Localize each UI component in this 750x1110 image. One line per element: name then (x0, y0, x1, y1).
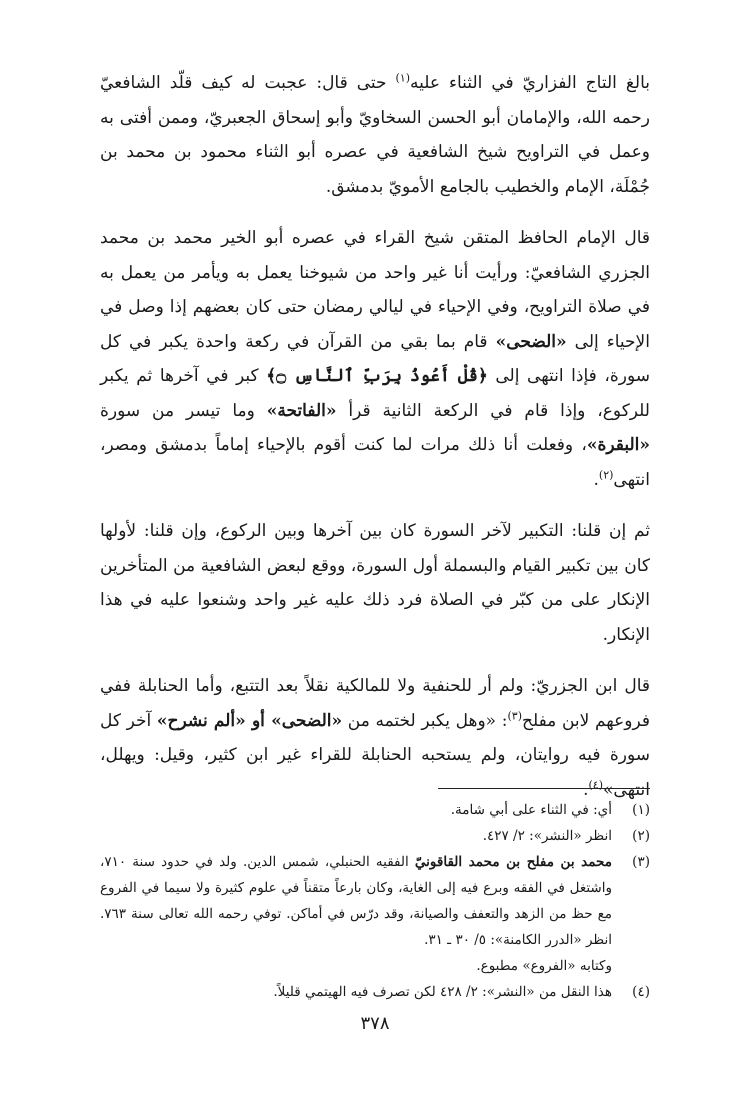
footnote-3-continued (100, 953, 650, 979)
footnote-number: (١) (632, 802, 650, 818)
paragraph-4 (100, 669, 650, 807)
footnote-ref-1: (١) (395, 71, 411, 85)
footnote-3-body: الفقيه الحنبلي، شمس الدين. ولد في حدود سنة ٧١٠، واشتغل في الفقه وبرع فيه إلى الغاية، وكان بارعاً متقناً في علوم كثيرة ولا سيما في الفروع مع حظ من الزهد والتعفف والصيانة، وقد درّس في أماكن. توفي رحمه الله تعالى سنة ٧٦٣. انظر «الدرر الكامنة»: ٥/ ٣٠ ـ ٣١. (100, 854, 612, 948)
footnotes (100, 797, 650, 1005)
page-number: ٣٧٨ (360, 1013, 390, 1034)
footnote-text: هذا النقل من «النشر»: ٢/ ٤٢٨ لكن تصرف فيه الهيتمي قليلاً. (273, 984, 612, 1000)
main-text (100, 66, 650, 807)
paragraph-2-text-c: كبر في آخرها ثم يكبر للركوع، وإذا قام في الركعة الثانية قرأ (100, 366, 650, 421)
quran-verse: ﴿قُلْ أَعُوذُ بِرَبِّ ٱلنَّاسِ ۝﴾ (266, 366, 488, 386)
paragraph-2-end: . (593, 469, 599, 490)
footnote-text: انظر «النشر»: ٢/ ٤٢٧. (482, 828, 612, 844)
footnote-3 (100, 849, 650, 953)
paragraph-4-text-c: آخر كل سورة فيه روايتان، ولم يستحبه الحنابلة للقراء غير ابن كثير، وقيل: ويهلل، انتهى» (100, 710, 650, 800)
paragraph-2-text-b: قام بما بقي من القرآن في ركعة واحدة يكبر في كل سورة، فإذا انتهى إلى (100, 331, 650, 386)
footnote-number: (٣) (632, 854, 650, 870)
paragraph-3: ثم إن قلنا: التكبير لآخر السورة كان بين آخرها وبين الركوع، وإن قلنا: لأولها كان بين تكبير القيام والبسملة أول السورة، ووقع لبعض الشافعية من المتأخرين الإنكار على من كبّر في الصلاة فرد ذلك عليه غير واحد وشنعوا عليه في هذا الإنكار. (100, 521, 650, 645)
paragraph-1-text-b: حتى قال: عجبت له كيف قلّد الشافعيّ رحمه الله، والإمامان أبو الحسن السخاويّ وأبو إسحاق الجعبريّ، وممن أفتى به وعمل في التراويح شيخ الشافعية في عصره أبو الثناء محمود بن محمد بن جُمْلَة، الإمام والخطيب بالجامع الأمويّ بدمشق. (100, 73, 650, 197)
paragraph-1-text-a: بالغ التاج الفزاريّ في الثناء عليه (410, 73, 650, 93)
paragraph-2-text-d: وما تيسر من سورة (100, 400, 267, 421)
paragraph-4-text-b: : «وهل يكبر لختمه من (342, 710, 508, 731)
surah-duha-label: «الضحى» (495, 331, 567, 352)
surah-sharh-label: «ألم نشرح» (156, 710, 246, 731)
surah-baqara-label: «البقرة» (586, 435, 650, 455)
paragraph-4-text-a: قال ابن الجزريّ: ولم أر للحنفية ولا للمالكية نقلاً بعد التتبع، وأما الحنابلة ففي فروعهم لابن مفلح (100, 676, 650, 731)
footnote-number: (٤) (632, 984, 650, 1000)
conjunction-or: أو (245, 710, 272, 731)
footnote-4 (100, 979, 650, 1005)
footnote-separator (438, 788, 650, 789)
footnote-2 (100, 823, 650, 849)
footnote-ref-4: (٤) (588, 777, 603, 791)
footnote-text: وكتابه «الفروع» مطبوع. (476, 958, 612, 974)
footnote-text (100, 849, 612, 953)
paragraph-2-text-a: قال الإمام الحافظ المتقن شيخ القراء في عصره أبو الخير محمد بن محمد الجزري الشافعيّ: ورأيت أنا غير واحد من شيوخنا يعمل به ويأمر من يعمل به في صلاة التراويح، وفي الإحياء في ليالي رمضان حتى كان بعضهم إذا وصل في الإحياء إلى (100, 228, 650, 352)
surah-duha-label-2: «الضحى» (271, 710, 343, 731)
paragraph-1 (100, 66, 650, 204)
footnote-1 (100, 797, 650, 823)
footnote-3-name: محمد بن مفلح بن محمد القاقونيّ (414, 854, 612, 870)
footnote-ref-3: (٣) (507, 708, 522, 722)
surah-fatiha-label: «الفاتحة» (266, 400, 337, 421)
footnote-number: (٢) (632, 828, 650, 844)
paragraph-2-text-e: ، وفعلت أنا ذلك مرات لما كنت أقوم بالإحياء إماماً بدمشق ومصر، انتهى (100, 435, 650, 490)
paragraph-4-end: . (583, 779, 589, 800)
paragraph-2 (100, 221, 650, 497)
footnote-text: أي: في الثناء على أبي شامة. (450, 802, 612, 818)
footnote-ref-2: (٢) (598, 467, 614, 481)
